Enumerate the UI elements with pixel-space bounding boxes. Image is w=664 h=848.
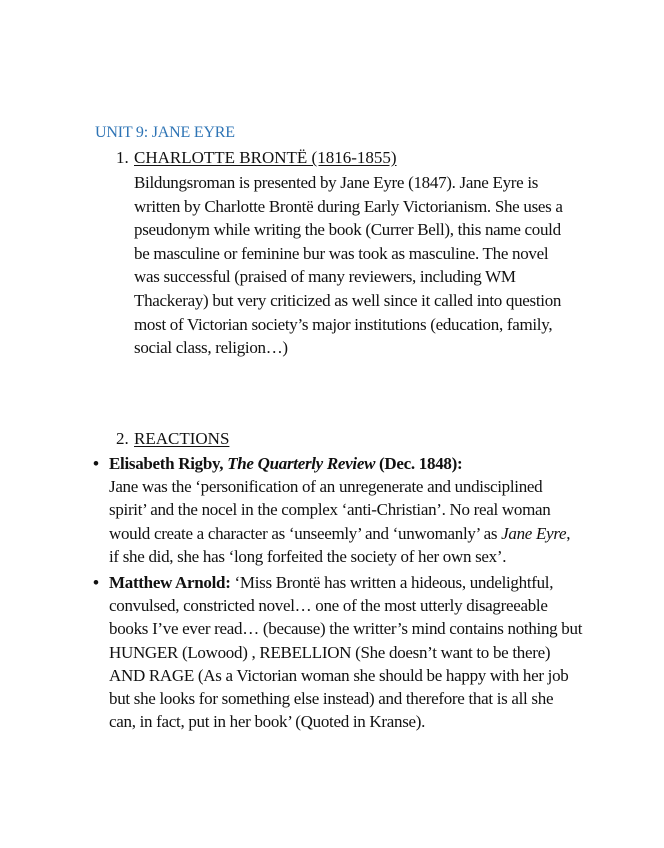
section-title-text: REACTIONS	[134, 429, 230, 448]
section-reactions	[116, 428, 586, 450]
bullet-icon: •	[93, 573, 99, 593]
section-charlotte-bronte	[116, 147, 586, 360]
section-title	[116, 147, 586, 169]
reaction-publication: The Quarterly Review	[227, 454, 376, 473]
reaction-text-part: Jane was the ‘personification of an unregenerate and undisciplined spirit’ and the nocel in the complex ‘anti-Christian’. No real woman would create a character as ‘unseemly’ and ‘unwomanly’ as	[109, 477, 551, 543]
section-body-paragraph: Bildungsroman is presented by Jane Eyre (1847). Jane Eyre is written by Charlotte Brontë during Early Victorianism. She uses a pseudonym while writing the book (Currer Bell), this name could be masculine or feminine bur was took as masculine. The novel was successful (praised of many reviewers, including WM Thackeray) but very criticized as well since it called into question most of Victorian society’s major institutions (education, family, social class, religion…)	[134, 173, 563, 358]
bullet-icon: •	[93, 454, 99, 473]
unit-heading: UNIT 9: JANE EYRE	[95, 124, 235, 141]
section-title	[116, 428, 586, 450]
reaction-text: ‘Miss Brontë has written a hideous, undelightful, convulsed, constricted novel… one of the most utterly disagreeable books I’ve ever read… (because) the writter’s mind contains nothing but HUNGER (Lowood) , REBELLION (She doesn’t want to be there) AND RAGE (As a Victorian woman she should be happy with her job but she looks for something else instead) and therefore that is all she can, in fact, put in her book’ (Quoted in Kranse).	[109, 573, 583, 732]
reaction-text	[109, 475, 583, 568]
section-number: 2.	[116, 429, 129, 448]
reaction-author: Matthew Arnold:	[109, 573, 231, 593]
reaction-author: Elisabeth Rigby,	[109, 454, 228, 473]
reaction-italic-title: Jane Eyre	[501, 523, 567, 543]
section-title-text: CHARLOTTE BRONTË (1816-1855)	[134, 148, 397, 167]
section-number: 1.	[116, 148, 129, 167]
reactions-list	[93, 452, 583, 733]
reaction-text-part: , if she did, she has ‘long forfeited the society of her own sex’.	[109, 523, 571, 566]
reaction-item-rigby	[93, 452, 583, 568]
reaction-item-arnold	[93, 571, 583, 733]
reaction-date: (Dec. 1848):	[375, 454, 463, 473]
reaction-heading	[109, 454, 462, 473]
